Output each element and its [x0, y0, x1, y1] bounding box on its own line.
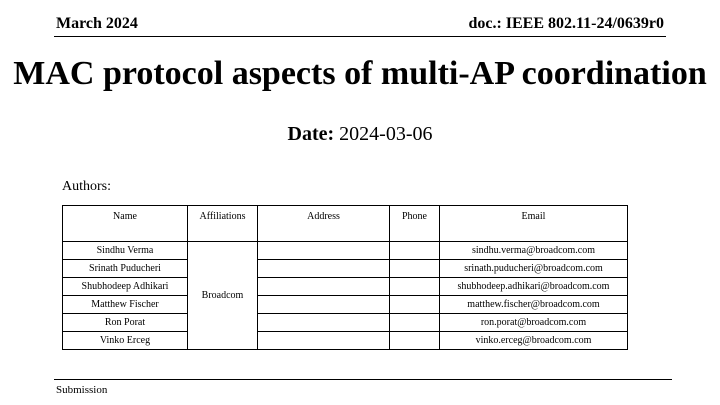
- slide-title: MAC protocol aspects of multi-AP coordination: [13, 55, 707, 92]
- author-email: srinath.puducheri@broadcom.com: [440, 260, 628, 278]
- author-name: Ron Porat: [63, 314, 188, 332]
- column-header-email: Email: [440, 206, 628, 242]
- author-phone: [390, 314, 440, 332]
- author-address: [258, 296, 390, 314]
- column-header-affiliations: Affiliations: [188, 206, 258, 242]
- table-row: [63, 278, 628, 296]
- table-row: [63, 242, 628, 260]
- author-address: [258, 332, 390, 350]
- author-email: shubhodeep.adhikari@broadcom.com: [440, 278, 628, 296]
- author-email: sindhu.verma@broadcom.com: [440, 242, 628, 260]
- footer-submission: Submission: [56, 384, 108, 396]
- author-address: [258, 278, 390, 296]
- author-phone: [390, 296, 440, 314]
- table-header-row: [63, 206, 628, 242]
- author-email: ron.porat@broadcom.com: [440, 314, 628, 332]
- date-label: Date:: [287, 123, 335, 145]
- column-header-address: Address: [258, 206, 390, 242]
- author-email: vinko.erceg@broadcom.com: [440, 332, 628, 350]
- author-address: [258, 260, 390, 278]
- table-row: [63, 296, 628, 314]
- date-line: [0, 122, 720, 146]
- author-phone: [390, 242, 440, 260]
- author-phone: [390, 278, 440, 296]
- author-name: Sindhu Verma: [63, 242, 188, 260]
- authors-table: [62, 205, 628, 350]
- column-header-phone: Phone: [390, 206, 440, 242]
- author-affiliation: Broadcom: [188, 242, 258, 350]
- author-name: Matthew Fischer: [63, 296, 188, 314]
- table-row: [63, 260, 628, 278]
- author-name: Vinko Erceg: [63, 332, 188, 350]
- author-phone: [390, 260, 440, 278]
- author-address: [258, 242, 390, 260]
- header-doc-id: doc.: IEEE 802.11-24/0639r0: [468, 15, 664, 32]
- authors-label: Authors:: [62, 179, 111, 194]
- header-divider: [54, 36, 666, 37]
- author-name: Shubhodeep Adhikari: [63, 278, 188, 296]
- author-address: [258, 314, 390, 332]
- table-row: [63, 332, 628, 350]
- column-header-name: Name: [63, 206, 188, 242]
- header-date: March 2024: [56, 15, 138, 32]
- date-value: 2024-03-06: [339, 123, 433, 145]
- author-phone: [390, 332, 440, 350]
- author-email: matthew.fischer@broadcom.com: [440, 296, 628, 314]
- author-name: Srinath Puducheri: [63, 260, 188, 278]
- footer-divider: [54, 379, 672, 380]
- table-row: [63, 314, 628, 332]
